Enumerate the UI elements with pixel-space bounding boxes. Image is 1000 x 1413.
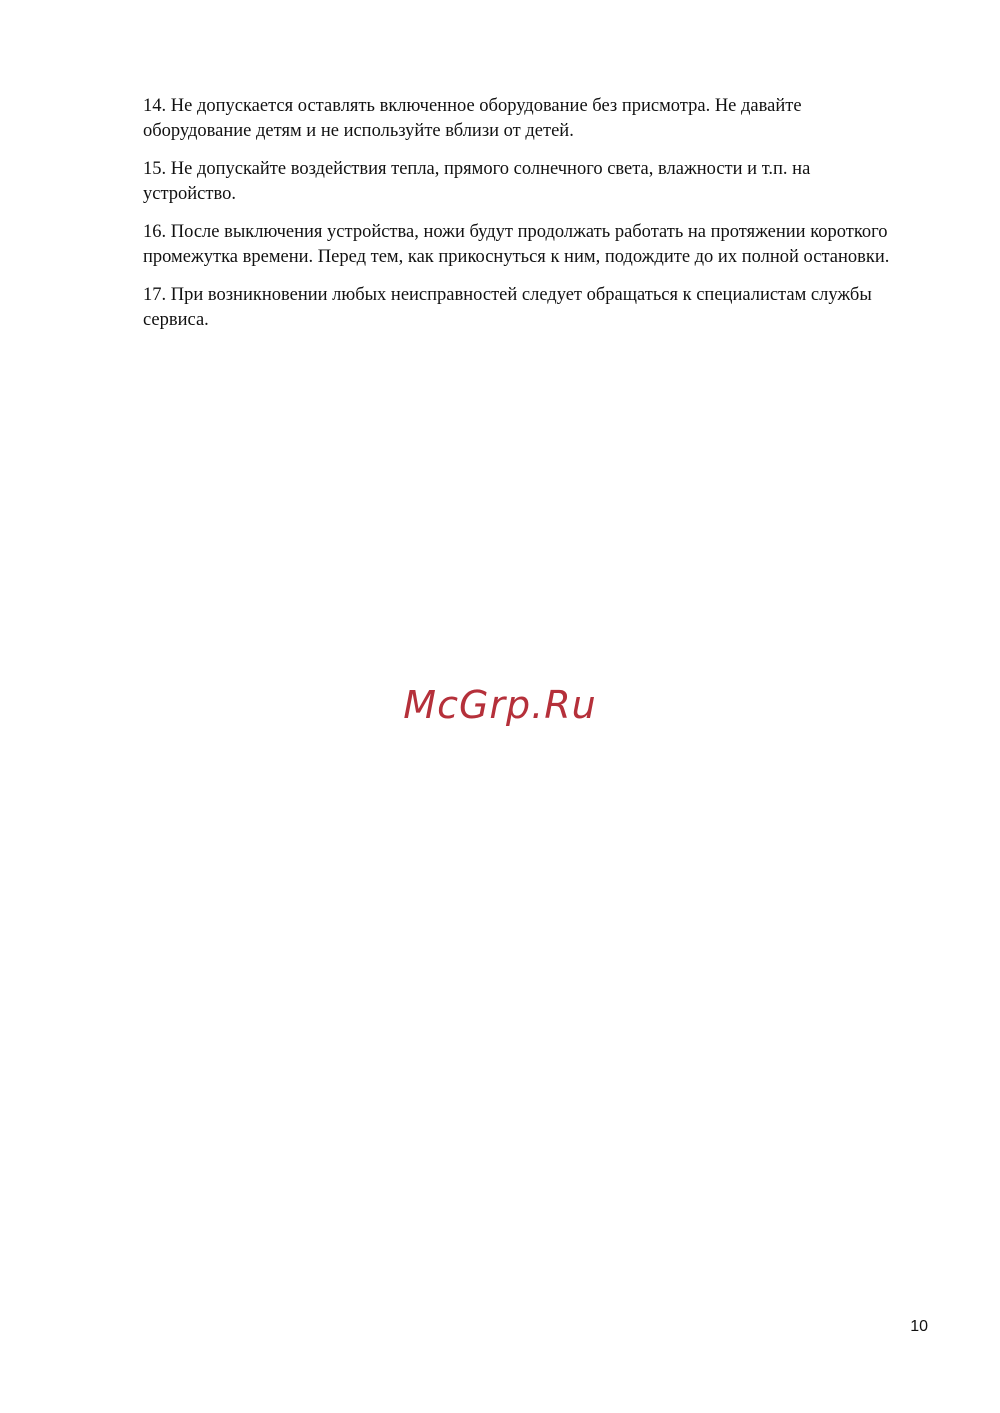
list-item: 14. Не допускается оставлять включенное оборудование без присмотра. Не давайте оборудование детям и не используйте вблизи от детей. <box>143 96 802 141</box>
list-item: 15. Не допускайте воздействия тепла, прямого солнечного света, влажности и т.п. на устройство. <box>143 159 811 204</box>
page-number: 10 <box>910 1318 928 1335</box>
document-body <box>143 94 903 346</box>
list-item: 17. При возникновении любых неисправностей следует обращаться к специалистам службы сервиса. <box>143 285 872 330</box>
list-item: 16. После выключения устройства, ножи будут продолжать работать на протяжении короткого промежутка времени. Перед тем, как прикоснуться к ним, подождите до их полной остановки. <box>143 222 890 267</box>
watermark-logo: McGrp.Ru <box>403 683 597 727</box>
